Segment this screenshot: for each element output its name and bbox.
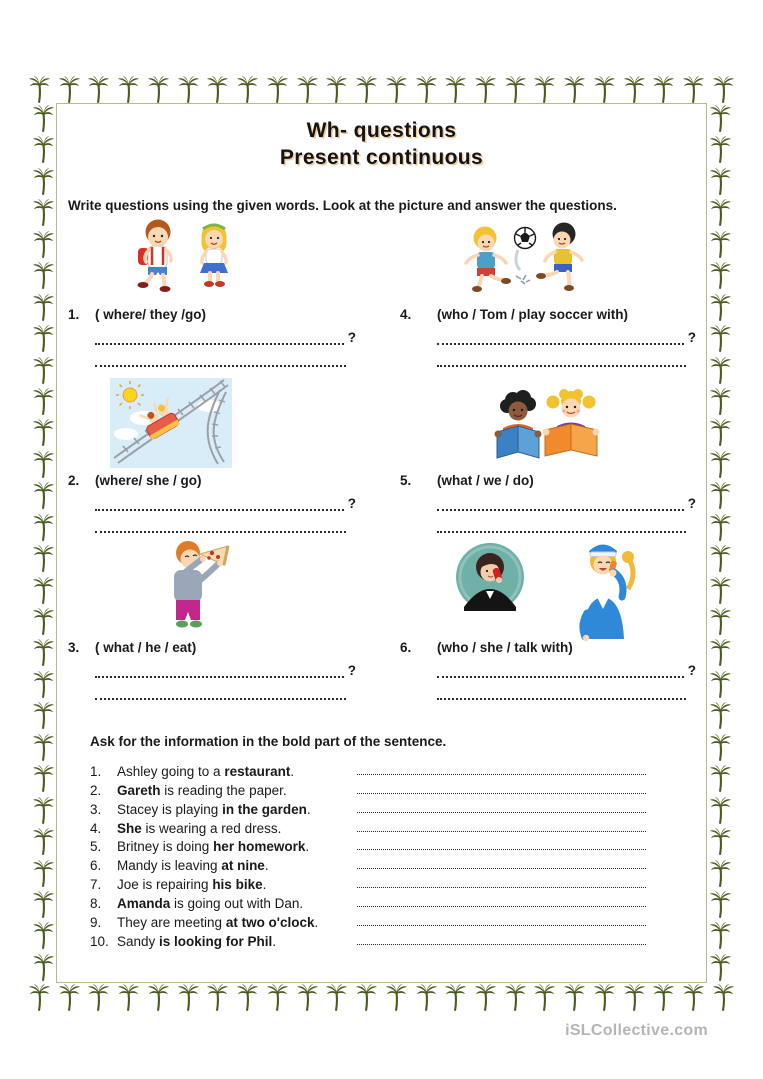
palm-tree-icon [33, 639, 54, 666]
palm-tree-icon [386, 76, 407, 103]
footer-brand: iSLCollective.com [565, 1022, 708, 1039]
sentence-list [90, 760, 646, 949]
palm-tree-icon [445, 76, 466, 103]
palm-tree-icon [33, 608, 54, 635]
question-number: 5. [400, 473, 412, 488]
sentence-item [90, 779, 646, 798]
sentence-number: 8. [90, 896, 102, 912]
palm-tree-icon [710, 797, 731, 824]
palm-tree-icon [33, 325, 54, 352]
question-prompt: ( where/ they /go) [95, 307, 207, 322]
palm-tree-icon [118, 984, 139, 1011]
palm-tree-icon [710, 451, 731, 478]
palm-tree-icon [475, 984, 496, 1011]
palm-tree-icon [33, 451, 54, 478]
palm-tree-icon [710, 577, 731, 604]
palm-tree-icon [33, 765, 54, 792]
question-2 [68, 473, 356, 542]
palm-tree-icon [178, 76, 199, 103]
palm-tree-icon [33, 199, 54, 226]
answer-line[interactable] [95, 498, 344, 511]
question-prompt: (who / she / talk with) [437, 640, 573, 655]
sentence-text: Britney is doing her homework. [117, 839, 310, 855]
palm-tree-icon [29, 76, 50, 103]
answer-line[interactable] [357, 802, 646, 813]
sentence-number: 3. [90, 801, 102, 817]
picture-kids-walking [122, 210, 248, 307]
sentence-number: 6. [90, 858, 102, 874]
palm-tree-icon [710, 514, 731, 541]
question-number: 2. [68, 473, 80, 488]
palm-tree-icon [33, 828, 54, 855]
answer-line[interactable] [357, 839, 646, 850]
answer-line[interactable] [437, 665, 684, 678]
palm-tree-icon [33, 231, 54, 258]
answer-line[interactable] [357, 896, 646, 907]
palm-tree-icon [33, 671, 54, 698]
question-mark: ? [347, 663, 356, 678]
palm-tree-icon [207, 76, 228, 103]
question-mark: ? [347, 496, 356, 511]
sentence-number: 5. [90, 839, 102, 855]
palm-tree-icon [710, 671, 731, 698]
palm-tree-icon [710, 828, 731, 855]
palm-tree-icon [594, 76, 615, 103]
palm-tree-icon [710, 231, 731, 258]
sentence-number: 10. [90, 933, 109, 949]
palm-tree-icon [710, 734, 731, 761]
question-6 [400, 640, 696, 709]
picture-children-reading [483, 386, 601, 477]
palm-tree-icon [713, 984, 734, 1011]
palm-tree-icon [710, 639, 731, 666]
palm-tree-icon [710, 954, 731, 981]
sentence-text: They are meeting at two o'clock. [117, 915, 319, 931]
answer-line[interactable] [95, 332, 344, 345]
question-3 [68, 640, 356, 709]
sentence-text: Ashley going to a restaurant. [117, 763, 295, 779]
question-5 [400, 473, 696, 542]
answer-line[interactable] [437, 520, 686, 533]
picture-roller-coaster [110, 378, 232, 473]
sentence-number: 2. [90, 782, 102, 798]
worksheet-title: Wh- questions [306, 119, 457, 142]
picture-kids-playing-soccer [458, 220, 593, 309]
palm-tree-icon [326, 984, 347, 1011]
palm-border-bottom [29, 983, 734, 1011]
palm-tree-icon [710, 765, 731, 792]
question-prompt: (what / we / do) [437, 473, 534, 488]
palm-tree-icon [356, 76, 377, 103]
palm-tree-icon [33, 168, 54, 195]
sentence-text: Sandy is looking for Phil. [117, 933, 277, 949]
palm-tree-icon [653, 76, 674, 103]
palm-tree-icon [416, 76, 437, 103]
sentence-text: Amanda is going out with Dan. [117, 896, 304, 912]
answer-line[interactable] [95, 687, 346, 700]
palm-tree-icon [237, 984, 258, 1011]
palm-tree-icon [710, 388, 731, 415]
answer-line[interactable] [437, 687, 686, 700]
sentence-item [90, 854, 646, 873]
palm-tree-icon [237, 76, 258, 103]
palm-tree-icon [710, 482, 731, 509]
question-mark: ? [687, 663, 696, 678]
palm-tree-icon [33, 482, 54, 509]
question-prompt: (where/ she / go) [95, 473, 202, 488]
palm-tree-icon [710, 702, 731, 729]
palm-tree-icon [148, 76, 169, 103]
sentence-item [90, 873, 646, 892]
sentence-number: 7. [90, 877, 102, 893]
question-1 [68, 307, 356, 376]
palm-tree-icon [118, 76, 139, 103]
palm-border-left [31, 105, 55, 981]
sentence-number: 4. [90, 820, 102, 836]
sentence-text: Mandy is leaving at nine. [117, 858, 269, 874]
question-number: 6. [400, 640, 412, 655]
palm-tree-icon [59, 984, 80, 1011]
palm-tree-icon [475, 76, 496, 103]
palm-tree-icon [710, 922, 731, 949]
sentence-item [90, 798, 646, 817]
palm-tree-icon [710, 608, 731, 635]
palm-tree-icon [33, 294, 54, 321]
question-number: 1. [68, 307, 80, 322]
answer-line[interactable] [437, 498, 684, 511]
answer-line[interactable] [437, 354, 686, 367]
palm-tree-icon [33, 797, 54, 824]
palm-tree-icon [624, 76, 645, 103]
palm-tree-icon [534, 76, 555, 103]
sentence-text: Joe is repairing his bike. [117, 877, 267, 893]
question-number: 4. [400, 307, 412, 322]
sentence-text: She is wearing a red dress. [117, 820, 282, 836]
answer-line[interactable] [357, 821, 646, 832]
answer-line[interactable] [95, 354, 346, 367]
question-mark: ? [347, 330, 356, 345]
palm-tree-icon [33, 922, 54, 949]
palm-tree-icon [356, 984, 377, 1011]
sentence-text: Stacey is playing in the garden. [117, 801, 311, 817]
palm-tree-icon [710, 545, 731, 572]
palm-tree-icon [710, 357, 731, 384]
palm-tree-icon [683, 76, 704, 103]
palm-tree-icon [33, 388, 54, 415]
palm-tree-icon [710, 860, 731, 887]
question-mark: ? [687, 330, 696, 345]
palm-tree-icon [297, 984, 318, 1011]
palm-tree-icon [297, 76, 318, 103]
picture-women-talking-on-phone [450, 535, 655, 647]
sentence-item [90, 930, 646, 949]
palm-tree-icon [29, 984, 50, 1011]
sentence-item [90, 911, 646, 930]
palm-tree-icon [33, 419, 54, 446]
palm-tree-icon [33, 357, 54, 384]
sentence-item [90, 817, 646, 836]
palm-border-right [708, 105, 732, 981]
palm-tree-icon [710, 325, 731, 352]
worksheet-subtitle: Present continuous [279, 146, 484, 169]
palm-tree-icon [594, 984, 615, 1011]
palm-tree-icon [505, 984, 526, 1011]
answer-line[interactable] [357, 764, 646, 775]
question-mark: ? [687, 496, 696, 511]
palm-tree-icon [207, 984, 228, 1011]
sentence-item [90, 836, 646, 855]
question-prompt: (who / Tom / play soccer with) [437, 307, 629, 322]
palm-tree-icon [33, 514, 54, 541]
palm-tree-icon [326, 76, 347, 103]
sentence-number: 1. [90, 763, 102, 779]
palm-tree-icon [710, 199, 731, 226]
section2-instruction: Ask for the information in the bold part of the sentence. [90, 734, 447, 749]
palm-tree-icon [710, 419, 731, 446]
answer-line[interactable] [357, 934, 646, 945]
question-4 [400, 307, 696, 376]
palm-tree-icon [683, 984, 704, 1011]
sentence-number: 9. [90, 915, 102, 931]
sentence-item [90, 892, 646, 911]
palm-tree-icon [710, 262, 731, 289]
palm-tree-icon [88, 984, 109, 1011]
palm-tree-icon [33, 262, 54, 289]
palm-tree-icon [653, 984, 674, 1011]
answer-line[interactable] [437, 332, 684, 345]
question-prompt: ( what / he / eat) [95, 640, 197, 655]
palm-tree-icon [33, 545, 54, 572]
palm-tree-icon [624, 984, 645, 1011]
palm-tree-icon [710, 294, 731, 321]
answer-line[interactable] [357, 858, 646, 869]
palm-tree-icon [564, 984, 585, 1011]
section1-instruction: Write questions using the given words. Look at the picture and answer the questions. [68, 198, 617, 213]
sentence-text: Gareth is reading the paper. [117, 782, 287, 798]
palm-tree-icon [178, 984, 199, 1011]
answer-line[interactable] [95, 665, 344, 678]
question-number: 3. [68, 640, 80, 655]
palm-tree-icon [710, 891, 731, 918]
palm-tree-icon [416, 984, 437, 1011]
palm-tree-icon [505, 76, 526, 103]
palm-tree-icon [710, 168, 731, 195]
answer-line[interactable] [95, 520, 346, 533]
palm-tree-icon [267, 984, 288, 1011]
palm-tree-icon [534, 984, 555, 1011]
answer-line[interactable] [357, 877, 646, 888]
palm-tree-icon [33, 891, 54, 918]
palm-tree-icon [267, 76, 288, 103]
picture-boy-eating-pizza [146, 538, 234, 641]
answer-line[interactable] [357, 915, 646, 926]
sentence-item [90, 760, 646, 779]
palm-tree-icon [59, 76, 80, 103]
palm-tree-icon [148, 984, 169, 1011]
palm-tree-icon [386, 984, 407, 1011]
palm-tree-icon [33, 860, 54, 887]
palm-tree-icon [88, 76, 109, 103]
palm-tree-icon [713, 76, 734, 103]
palm-tree-icon [33, 954, 54, 981]
palm-tree-icon [564, 76, 585, 103]
palm-tree-icon [33, 734, 54, 761]
palm-border-top [29, 75, 734, 103]
answer-line[interactable] [357, 783, 646, 794]
palm-tree-icon [33, 577, 54, 604]
palm-tree-icon [33, 702, 54, 729]
palm-tree-icon [445, 984, 466, 1011]
